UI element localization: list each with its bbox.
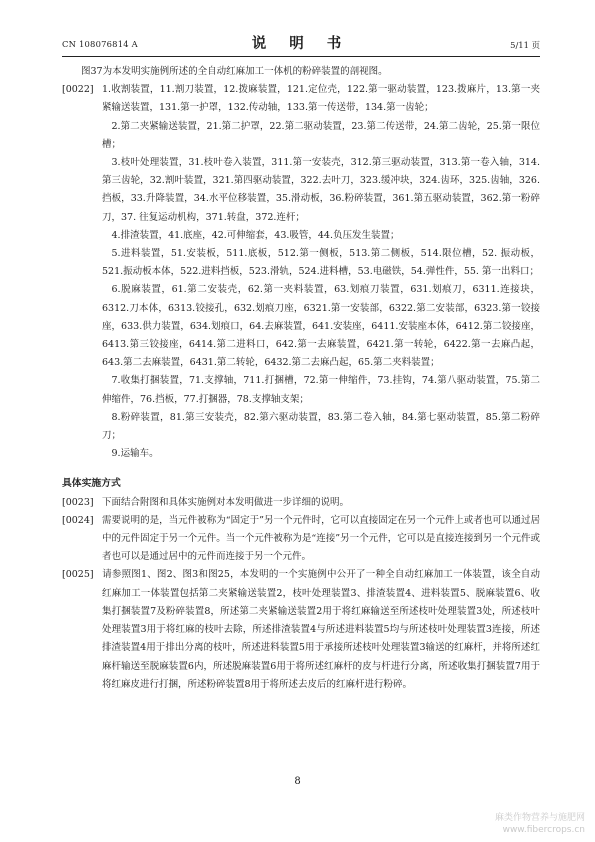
document-title: 说 明 书 <box>251 35 351 52</box>
header-divider <box>62 56 540 57</box>
watermark <box>495 812 585 836</box>
paragraph-text: 请参照图1、图2、图3和图25，本发明的一个实施例中公开了一种全自动红麻加工一体装置，该全自动红麻加工一体装置包括第二夹紧输送装置2，枝叶处理装置3、排渣装置4、进料装置5、脱麻装置6、收集打捆装置7及粉碎装置8，所述第二夹紧输送装置2用于将红麻输送至所述枝叶处理装置3处，所述枝叶处理装置3用于将红麻的枝叶去除，所述排渣装置4与所述进料装置5均与所述枝叶处理装置3连接，所述排渣装置4用于排出分离的枝叶，所述进料装置5用于承接所述枝叶处理装置3输送的红麻杆，并将所述红麻杆输送至脱麻装置6内，所述脱麻装置6用于将所述红麻杆的皮与杆进行分离，所述收集打捆装置7用于将红麻皮进行打捆，所述粉碎装置8用于将所述去皮后的红麻杆进行粉碎。 <box>102 569 540 690</box>
paragraph-0023 <box>62 494 540 512</box>
page-indicator: 5/11 页 <box>510 40 540 50</box>
watermark-site-name: 麻类作物营养与施肥网 <box>494 813 585 823</box>
paragraph-0022-item-4: 4.排渣装置，41.底座，42.可伸缩套，43.吸管，44.负压发生装置； <box>111 229 400 241</box>
paragraph-0025 <box>62 566 540 693</box>
paragraph-number: [0024] <box>62 514 94 526</box>
page-number: 8 <box>294 776 301 787</box>
paragraph-0024 <box>62 512 540 567</box>
paragraph-text: 下面结合附图和具体实施例对本发明做进一步详细的说明。 <box>102 496 350 508</box>
paragraph-0022-item-2: 2.第二夹紧输送装置，21.第二护罩，22.第二驱动装置，23.第二传送带，24.第二齿轮，25.第一限位槽； <box>102 120 540 150</box>
paragraph-0022-item-9: 9.运输车。 <box>111 448 159 460</box>
paragraph-number: [0022] <box>62 84 94 96</box>
paragraph-0022-item-8: 8.粉碎装置，81.第三安装壳，82.第六驱动装置，83.第二卷入轴，84.第七驱动装置，85.第二粉碎刀； <box>102 411 540 442</box>
paragraph-0022-item-6: 6.脱麻装置，61.第二安装壳，62.第一夹料装置，63.划痕刀装置，631.划痕刀，6311.连接块，6312.刀本体，6313.铰接孔，632.划痕刀座，6321.第一安装部，6322.第二安装部，6323.第一铰接座，633.供力装置，634.划痕口，64.去麻装置，641.安装座，6411.安装座本体，6412.第二铰接座，6413.第三铰接座，6414.第二进料口，642.第一去麻装置，6421.第一转轮，6422.第一去麻凸起，643.第二去麻装置，6431.第二转轮，6432.第二去麻凸起，65.第二夹料装置； <box>102 284 540 369</box>
paragraph-text: 1.收割装置，11.割刀装置，12.拨麻装置，121.定位壳，122.第一驱动装置，123.拨麻片，13.第一夹紧输送装置，131.第一护罩，132.传动轴，133.第一传送带，134.第一齿轮； <box>102 84 540 114</box>
paragraph-0022-item-7: 7.收集打捆装置，71.支撑轴，711.打捆槽，72.第一伸缩件，73.挂钩，74.第八驱动装置，75.第二伸缩件，76.挡板，77.打捆器，78.支撑轴支架； <box>102 375 540 405</box>
figure-intro: 图37为本发明实施例所述的全自动红麻加工一体机的粉碎装置的剖视图。 <box>81 66 388 77</box>
patent-number: CN 108076814 A <box>62 39 138 49</box>
paragraph-number: [0025] <box>62 569 94 581</box>
paragraph-0022-item-1 <box>62 81 540 117</box>
watermark-url: www.fibercrops.cn <box>502 825 585 835</box>
paragraph-number: [0023] <box>62 496 94 508</box>
paragraph-0022-item-5: 5.进料装置，51.安装板，511.底板，512.第一侧板，513.第二侧板，514.限位槽，52. 振动板，521.振动板本体，522.进料挡板，523.滑轨，524.进料槽，53.电磁铁，54.弹性件，55. 第一出料口； <box>102 248 540 278</box>
paragraph-text: 需要说明的是，当元件被称为“固定于”另一个元件时，它可以直接固定在另一个元件上或者也可以通过居中的元件固定于另一个元件。当一个元件被称为是“连接”另一个元件，它可以是直接连接到另一个元件或者也可以是通过居中的元件而连接于另一个元件。 <box>102 514 540 563</box>
page-header <box>62 31 540 53</box>
section-title: 具体实施方式 <box>62 478 121 490</box>
document-body <box>62 63 540 694</box>
paragraph-0022-item-3: 3.枝叶处理装置，31.枝叶卷入装置，311.第一安装壳，312.第三驱动装置，313.第一卷入轴，314.第三齿轮，32.割叶装置，321.第四驱动装置，322.去叶刀，323.缓冲块，324.齿环，325.齿轴，326. 挡板，33.升降装置，34.水平位移装置，35.滑动板，36.粉碎装置，361.第五驱动装置，362.第一粉碎刀，37. 往复运动机构，371.转盘，372.连杆； <box>102 157 540 223</box>
